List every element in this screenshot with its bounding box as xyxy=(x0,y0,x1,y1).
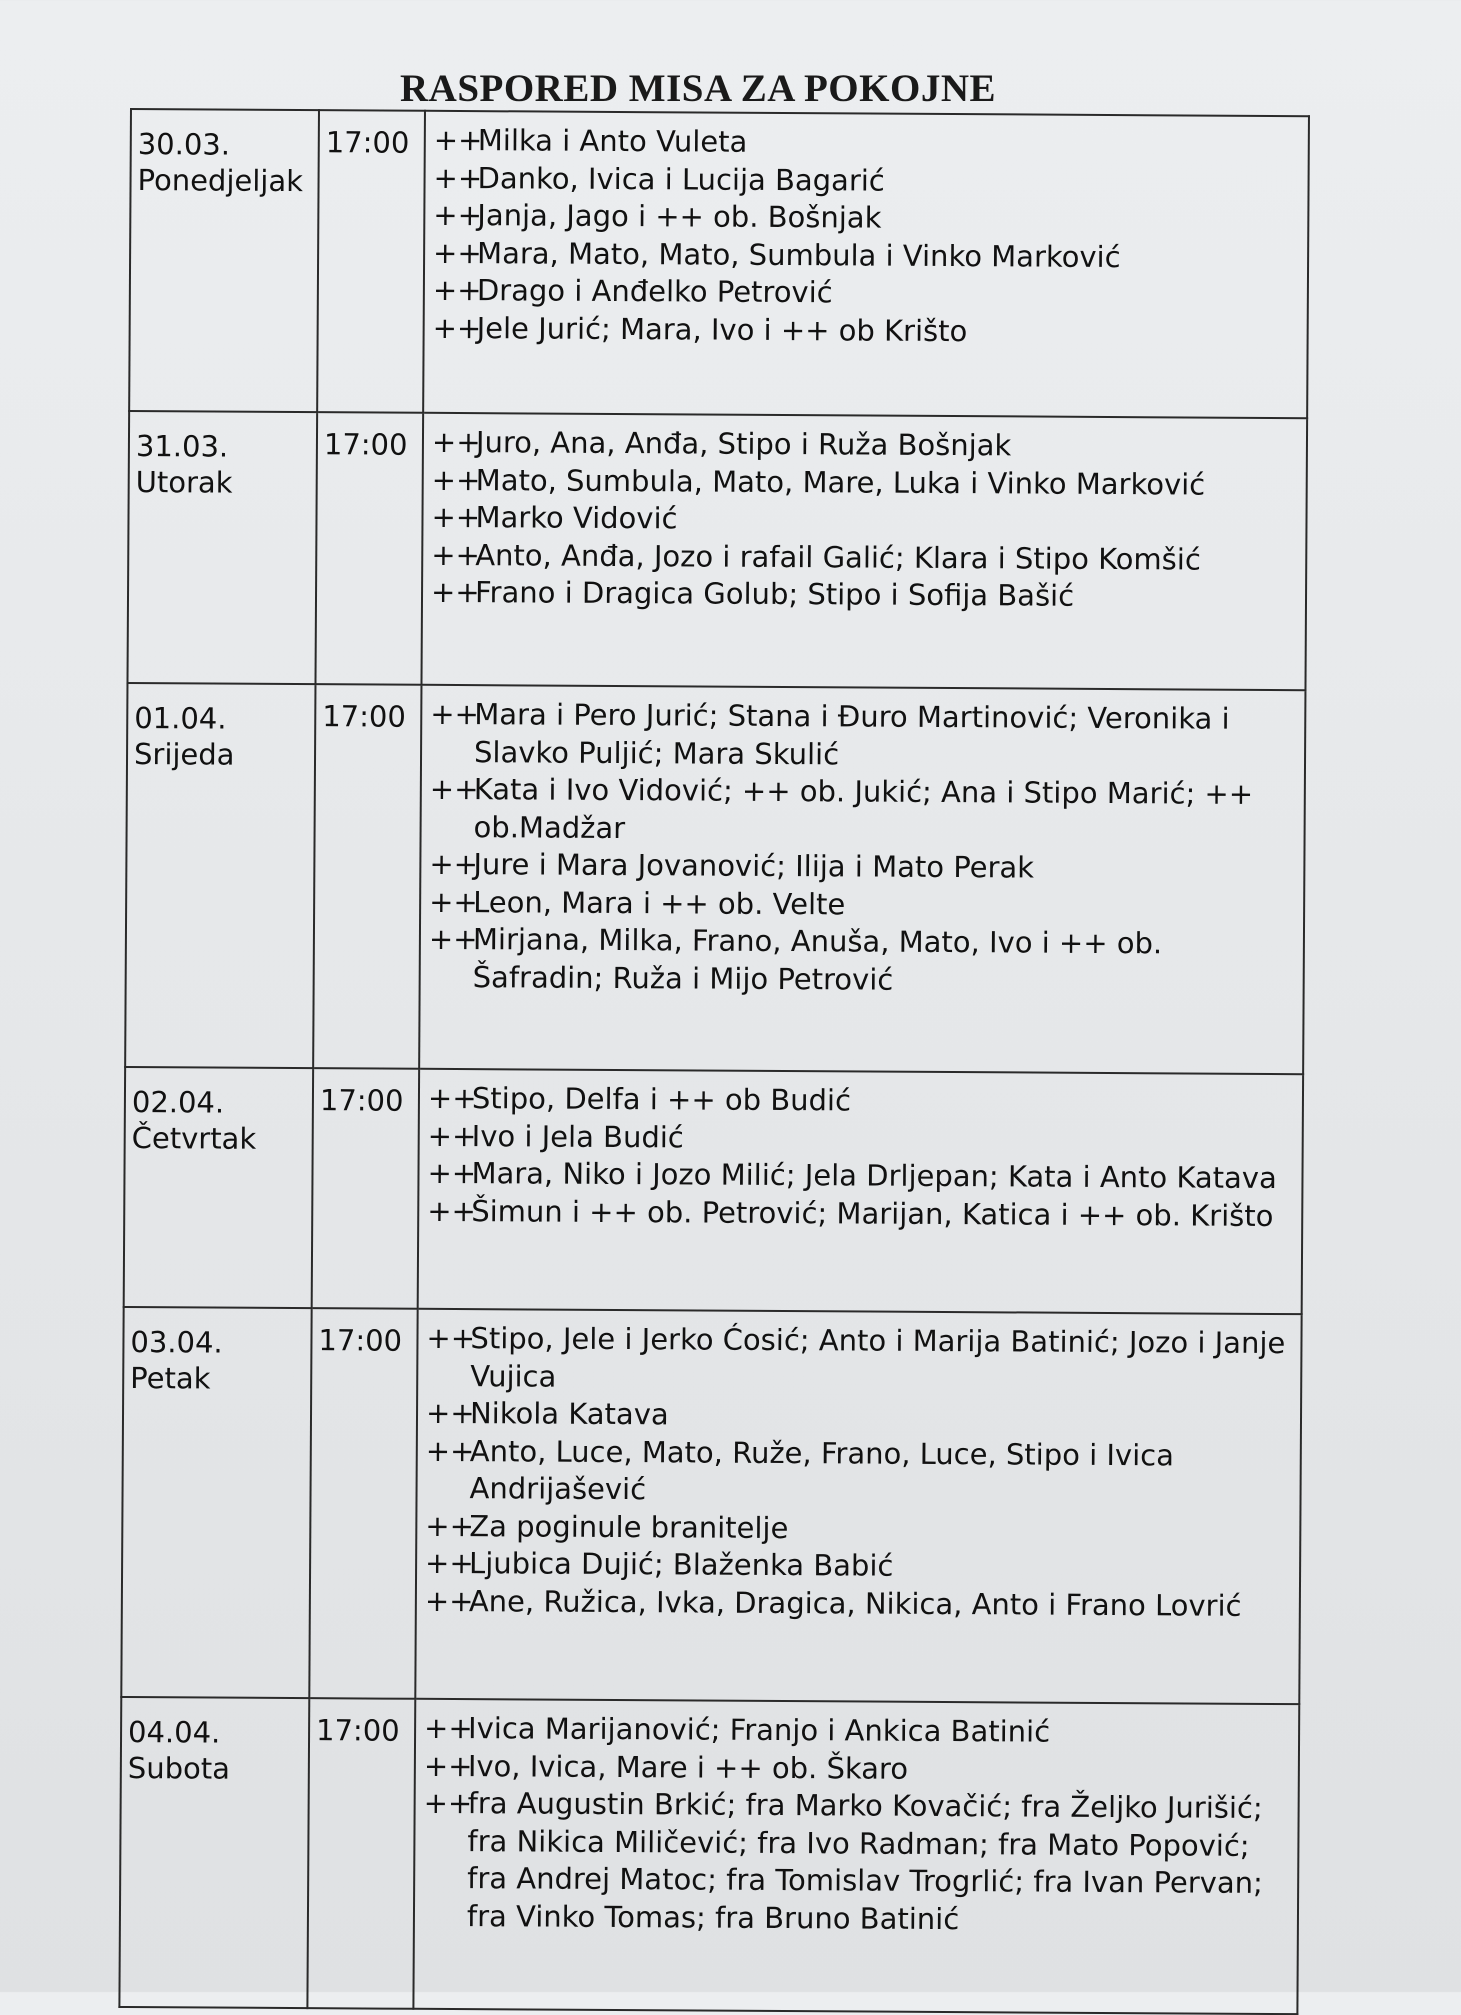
entry-prefix: ++ xyxy=(432,310,482,345)
entry-text: Leon, Mara i ++ ob. Velte xyxy=(473,884,846,921)
entry-text: Mara, Mato, Mato, Sumbula i Vinko Marković xyxy=(477,235,1121,274)
intentions-cell xyxy=(413,1699,1299,2014)
entry-text: Frano i Dragica Golub; Stipo i Sofija Bašić xyxy=(474,575,1075,613)
entry-prefix: ++ xyxy=(429,846,479,882)
intention-entry xyxy=(433,197,1303,240)
intention-entry xyxy=(425,1507,1295,1550)
row-time: 17:00 xyxy=(315,412,423,685)
intention-entry xyxy=(431,574,1301,617)
intention-entry xyxy=(429,846,1299,889)
schedule-row xyxy=(119,1697,1299,2014)
row-time: 17:00 xyxy=(312,1068,419,1309)
entry-prefix: ++ xyxy=(429,771,479,807)
intention-entry xyxy=(433,309,1303,352)
row-date: 01.04. xyxy=(134,701,227,736)
row-time: 17:00 xyxy=(313,684,421,1069)
intention-entry xyxy=(424,1747,1294,1790)
entry-text: Ivo, Ivica, Mare i ++ ob. Škaro xyxy=(467,1748,909,1786)
intentions-cell xyxy=(423,111,1309,418)
intention-entry xyxy=(423,1785,1294,1940)
entry-prefix: ++ xyxy=(430,696,480,732)
entry-text: Marko Vidović xyxy=(475,500,678,536)
entry-prefix: ++ xyxy=(431,537,480,572)
row-weekday: Subota xyxy=(127,1751,231,1786)
entry-prefix: ++ xyxy=(425,1395,475,1431)
intention-entry xyxy=(427,1192,1297,1235)
entry-prefix: ++ xyxy=(431,424,481,460)
row-date: 02.04. xyxy=(131,1085,225,1120)
row-time: 17:00 xyxy=(307,1698,415,2009)
intentions-cell xyxy=(415,1309,1301,1704)
schedule-row xyxy=(125,683,1305,1074)
entry-prefix: ++ xyxy=(427,1155,477,1191)
entry-text: Ane, Ružica, Ivka, Dragica, Nikica, Anto i Frano Lovrić xyxy=(468,1583,1242,1623)
schedule-row xyxy=(121,1307,1301,1704)
entry-prefix: ++ xyxy=(423,1748,473,1783)
entry-text: Danko, Ivica i Lucija Bagarić xyxy=(477,160,885,198)
intention-entry xyxy=(434,122,1304,165)
row-date: 04.04. xyxy=(127,1715,221,1750)
entry-prefix: ++ xyxy=(423,1785,473,1821)
entry-prefix: ++ xyxy=(430,574,480,610)
row-time: 17:00 xyxy=(317,110,425,413)
entry-text: Stipo, Jele i Jerko Ćosić; Anto i Marija Batinić; Jozo i Janje Vujica xyxy=(470,1321,1286,1394)
intention-entry xyxy=(425,1545,1295,1588)
entry-text: Mato, Sumbula, Mato, Mare, Luka i Vinko Marković xyxy=(475,462,1206,502)
intentions-cell xyxy=(418,1069,1303,1314)
entry-text: Za poginule branitelje xyxy=(469,1508,789,1545)
row-weekday: Srijeda xyxy=(133,737,235,772)
intention-entry xyxy=(426,1395,1296,1438)
entry-text: Anto, Luce, Mato, Ruže, Frano, Luce, Stipo i Ivica Andrijašević xyxy=(469,1433,1175,1507)
entry-text: Milka i Anto Vuleta xyxy=(477,123,748,159)
entry-prefix: ++ xyxy=(424,1710,473,1746)
entry-prefix: ++ xyxy=(427,1118,477,1153)
day-cell xyxy=(129,109,319,412)
entry-prefix: ++ xyxy=(432,272,482,308)
entry-text: Šimun i ++ ob. Petrović; Marijan, Katica i ++ ob. Krišto xyxy=(471,1193,1274,1233)
mass-schedule-table xyxy=(118,108,1310,2015)
entry-prefix: ++ xyxy=(433,122,483,158)
row-weekday: Utorak xyxy=(135,465,233,500)
intention-entry xyxy=(430,696,1300,776)
entry-prefix: ++ xyxy=(426,1320,476,1356)
entry-text: Janja, Jago i ++ ob. Bošnjak xyxy=(477,198,882,235)
page-title: RASPORED MISA ZA POKOJNE xyxy=(400,67,996,110)
entry-prefix: ++ xyxy=(433,160,483,195)
row-date: 30.03. xyxy=(137,127,231,162)
day-cell xyxy=(124,1067,313,1308)
row-weekday: Petak xyxy=(130,1361,211,1396)
intention-entry xyxy=(427,1155,1297,1198)
intentions-cell xyxy=(421,413,1307,690)
entry-text: Jure i Mara Jovanović; Ilija i Mato Perak xyxy=(473,847,1035,885)
entry-prefix: ++ xyxy=(424,1583,474,1618)
intention-entry xyxy=(428,1080,1298,1123)
entry-prefix: ++ xyxy=(425,1545,474,1581)
row-date: 31.03. xyxy=(135,429,229,464)
row-date: 03.04. xyxy=(130,1325,223,1360)
entry-prefix: ++ xyxy=(431,499,481,535)
intention-entry xyxy=(433,272,1303,315)
entry-prefix: ++ xyxy=(433,235,482,270)
entry-text: Jele Jurić; Mara, Ivo i ++ ob Krišto xyxy=(476,310,968,348)
intention-entry xyxy=(432,461,1302,504)
entry-text: fra Augustin Brkić; fra Marko Kovačić; fra Željko Jurišić; fra Nikica Miličević; fra Ivo Radman; fra Mato Popović; fra Andrej Matoc; fra Tomislav Trogrlić; fra Ivan Pervan; fra Vinko Tomas; fra Bruno Batinić xyxy=(466,1786,1263,1936)
intentions-cell xyxy=(419,685,1305,1074)
entry-text: Ivo i Jela Budić xyxy=(471,1118,684,1154)
row-time: 17:00 xyxy=(309,1308,417,1699)
intention-entry xyxy=(428,1117,1298,1160)
entry-text: Mara, Niko i Jozo Milić; Jela Drljepan; Kata i Anto Katava xyxy=(471,1156,1277,1196)
intention-entry xyxy=(431,499,1301,542)
intention-entry xyxy=(432,424,1302,467)
intention-entry xyxy=(429,921,1299,1001)
entry-prefix: ++ xyxy=(428,921,478,957)
intention-entry xyxy=(433,159,1303,202)
day-cell xyxy=(125,683,315,1068)
day-cell xyxy=(127,411,317,684)
schedule-row xyxy=(129,109,1309,418)
entry-prefix: ++ xyxy=(431,462,481,497)
entry-prefix: ++ xyxy=(429,884,478,919)
entry-text: Mirjana, Milka, Frano, Anuša, Mato, Ivo i ++ ob. Šafradin; Ruža i Mijo Petrović xyxy=(472,922,1163,997)
intention-entry xyxy=(429,883,1299,926)
entry-text: Ivica Marijanović; Franjo i Ankica Batinić xyxy=(468,1711,1051,1749)
entry-prefix: ++ xyxy=(425,1508,475,1543)
entry-text: Drago i Anđelko Petrović xyxy=(476,273,833,310)
row-weekday: Četvrtak xyxy=(131,1121,257,1156)
intention-entry xyxy=(433,234,1303,277)
intention-entry xyxy=(424,1710,1294,1753)
entry-prefix: ++ xyxy=(427,1080,477,1116)
intention-entry xyxy=(425,1432,1295,1512)
schedule-row xyxy=(124,1067,1303,1314)
entry-prefix: ++ xyxy=(425,1433,475,1468)
entry-text: Nikola Katava xyxy=(469,1396,669,1432)
intention-entry xyxy=(429,771,1299,851)
intention-entry xyxy=(426,1320,1296,1400)
entry-text: Ljubica Dujić; Blaženka Babić xyxy=(469,1546,894,1583)
day-cell xyxy=(119,1697,309,2008)
intention-entry xyxy=(431,536,1301,579)
entry-text: Kata i Ivo Vidović; ++ ob. Jukić; Ana i Stipo Marić; ++ ob.Madžar xyxy=(473,772,1254,845)
entry-prefix: ++ xyxy=(427,1193,476,1228)
schedule-row xyxy=(127,411,1307,690)
entry-text: Stipo, Delfa i ++ ob Budić xyxy=(471,1081,852,1118)
entry-text: Juro, Ana, Anđa, Stipo i Ruža Bošnjak xyxy=(475,425,1012,463)
entry-prefix: ++ xyxy=(433,197,483,233)
entry-text: Anto, Anđa, Jozo i rafail Galić; Klara i Stipo Komšić xyxy=(475,537,1201,577)
day-cell xyxy=(121,1307,311,1698)
entry-text: Mara i Pero Jurić; Stana i Đuro Martinović; Veronika i Slavko Puljić; Mara Skulić xyxy=(473,697,1230,771)
row-weekday: Ponedjeljak xyxy=(137,163,304,199)
intention-entry xyxy=(425,1582,1295,1625)
